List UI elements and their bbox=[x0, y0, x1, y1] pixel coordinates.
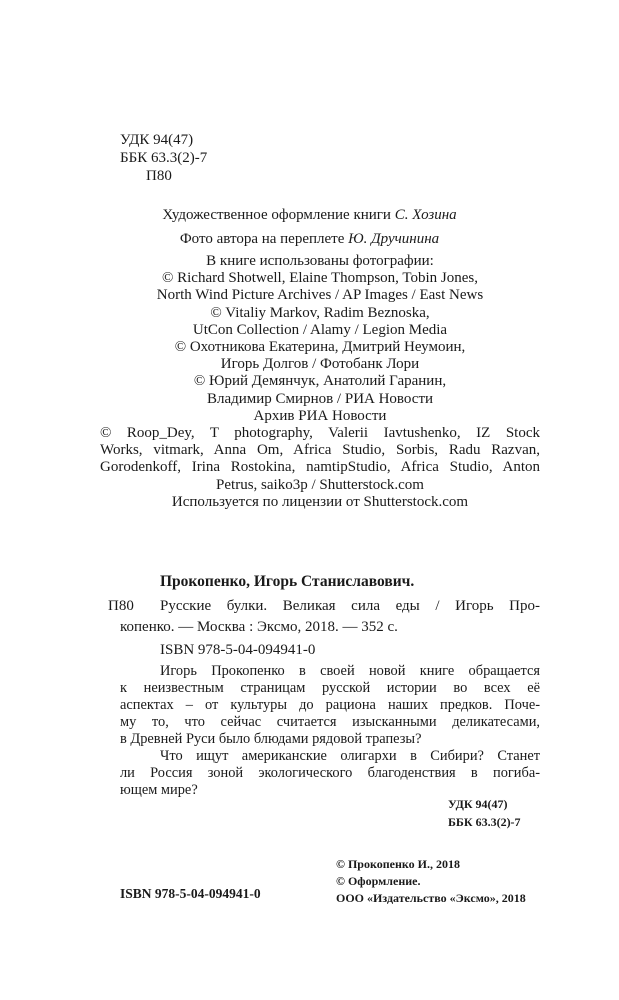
photo-credits bbox=[100, 253, 540, 511]
bbk-code-top: ББК 63.3(2)-7 bbox=[120, 150, 208, 166]
copyright-line: ООО «Издательство «Эксмо», 2018 bbox=[336, 891, 526, 905]
credit-line: Petrus, saiko3p / Shutterstock.com bbox=[216, 476, 424, 493]
annotation-line: му то, что сейчас считается изысканными деликатесами, bbox=[120, 714, 540, 730]
author-mark: П80 bbox=[108, 598, 134, 614]
author-mark-top: П80 bbox=[146, 168, 172, 184]
credit-line: UtCon Collection / Alamy / Legion Media bbox=[192, 321, 448, 338]
udk-code-bottom: УДК 94(47) bbox=[448, 797, 508, 811]
credit-line: North Wind Picture Archives / AP Images / East News bbox=[156, 287, 484, 304]
credit-line: © Охотникова Екатерина, Дмитрий Неумоин, bbox=[174, 339, 466, 356]
bbk-code-bottom: ББК 63.3(2)-7 bbox=[448, 815, 521, 829]
credit-line: Используется по лицензии от Shutterstock.com bbox=[171, 493, 469, 510]
credit-line: Владимир Смирнов / РИА Новости bbox=[206, 390, 434, 407]
credit-line: © Roop_Dey, T photography, Valerii Iavtushenko, IZ Stock bbox=[100, 425, 540, 442]
annotation-line: аспектах – от культуры до рациона наших предков. Поче- bbox=[120, 697, 540, 713]
photo-author-credit bbox=[0, 230, 619, 248]
design-credit-prefix: Художественное оформление книги bbox=[162, 207, 395, 223]
credit-line: Архив РИА Новости bbox=[253, 407, 387, 424]
designer-name: С. Хозина bbox=[394, 207, 457, 223]
credit-line: В книге использованы фотографии: bbox=[206, 253, 434, 269]
credit-line: © Юрий Демянчук, Анатолий Гаранин, bbox=[193, 373, 447, 390]
credit-line: Игорь Долгов / Фотобанк Лори bbox=[220, 356, 420, 373]
book-isbn: ISBN 978-5-04-094941-0 bbox=[160, 642, 316, 658]
annotation-line: ли Россия зоной экологического благоденствия в погиба- bbox=[120, 765, 540, 781]
book-title-line: Русские булки. Великая сила еды / Игорь Про- bbox=[160, 598, 540, 614]
annotation-line: ющем мире? bbox=[120, 782, 198, 798]
annotation-line: Игорь Прокопенко в своей новой книге обращается bbox=[160, 663, 540, 679]
photo-author-prefix: Фото автора на переплете bbox=[179, 231, 349, 247]
photo-author-name: Ю. Дручинина bbox=[348, 231, 440, 247]
annotation-line: к неизвестным страницам русской истории во всех её bbox=[120, 680, 540, 696]
isbn-bottom: ISBN 978-5-04-094941-0 bbox=[120, 886, 261, 901]
book-title-line: копенко. — Москва : Эксмо, 2018. — 352 с. bbox=[120, 619, 398, 635]
copyright-line: © Прокопенко И., 2018 bbox=[336, 857, 460, 871]
annotation-line: в Древней Руси было блюдами рядовой трапезы? bbox=[120, 731, 422, 747]
credit-line: Works, vitmark, Anna Om, Africa Studio, Sorbis, Radu Razvan, bbox=[100, 442, 540, 459]
credit-line: © Richard Shotwell, Elaine Thompson, Tobin Jones, bbox=[161, 270, 479, 287]
credit-line: © Vitaliy Markov, Radim Beznoska, bbox=[210, 304, 430, 321]
annotation-line: Что ищут американские олигархи в Сибири? Станет bbox=[160, 748, 540, 764]
design-credit bbox=[0, 206, 619, 224]
author-heading: Прокопенко, Игорь Станиславович. bbox=[160, 573, 415, 590]
annotation bbox=[120, 663, 540, 799]
credit-line: Gorodenkoff, Irina Rostokina, namtipStudio, Africa Studio, Anton bbox=[100, 459, 540, 476]
udk-code-top: УДК 94(47) bbox=[120, 132, 194, 148]
copyright-line: © Оформление. bbox=[336, 874, 421, 888]
